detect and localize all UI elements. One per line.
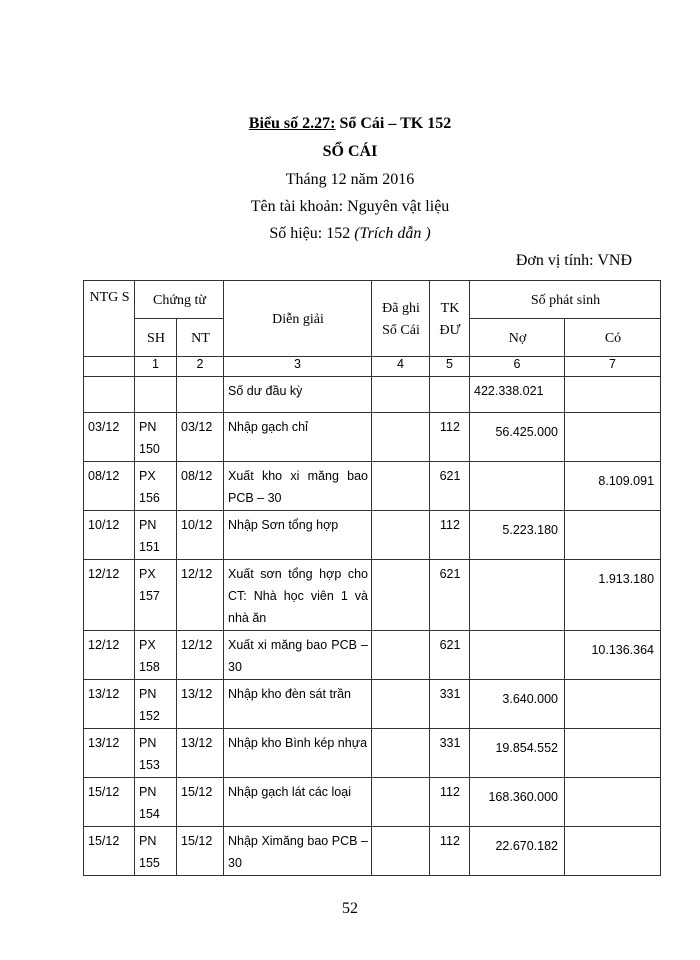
row-date: 13/12 [84,729,135,778]
row-sh: PN 150 [135,413,177,462]
opening-balance-debit: 422.338.021 [470,377,565,413]
row-date: 15/12 [84,827,135,876]
row-tk: 621 [430,560,470,631]
row-posted [372,462,430,511]
period: Tháng 12 năm 2016 [285,171,415,188]
row-description: Nhập kho Bình kép nhựa [224,729,372,778]
row-posted [372,413,430,462]
row-date: 10/12 [84,511,135,560]
row-nt: 10/12 [177,511,224,560]
row-date: 13/12 [84,680,135,729]
row-nt: 12/12 [177,560,224,631]
ledger-table [83,280,661,876]
row-description: Nhập Sơn tổng hợp [224,511,372,560]
row-tk: 331 [430,729,470,778]
col-number: 1 [135,357,177,377]
header-voucher: Chứng từ [135,281,224,319]
row-description: Nhập gạch lát các loại [224,778,372,827]
col-number [84,357,135,377]
row-sh: PX 156 [135,462,177,511]
row-posted [372,680,430,729]
header-nt: NT [177,319,224,357]
row-description: Xuất xi măng bao PCB – 30 [224,631,372,680]
row-date: 03/12 [84,413,135,462]
col-number: 7 [565,357,661,377]
row-posted [372,560,430,631]
table-row [84,413,661,462]
row-nt: 08/12 [177,462,224,511]
table-row [84,560,661,631]
row-debit: 5.223.180 [470,511,565,560]
row-credit [565,511,661,560]
row-description: Nhập kho đèn sát trần [224,680,372,729]
table-row [84,827,661,876]
row-posted [372,827,430,876]
account-number-line [0,225,700,243]
row-credit [565,680,661,729]
row-debit: 56.425.000 [470,413,565,462]
col-number: 4 [372,357,430,377]
excerpt-note: (Trích dẫn ) [354,225,431,242]
col-number: 6 [470,357,565,377]
row-description: Nhập Ximăng bao PCB – 30 [224,827,372,876]
row-nt: 15/12 [177,778,224,827]
header-amount: Số phát sinh [470,281,661,319]
opening-balance-label: Số dư đầu kỳ [224,377,372,413]
header-description: Diễn giải [224,281,372,357]
table-row [84,680,661,729]
col-number: 5 [430,357,470,377]
row-posted [372,778,430,827]
row-credit: 8.109.091 [565,462,661,511]
table-row [84,462,661,511]
row-tk: 331 [430,680,470,729]
form-label: Biểu số 2.27: [248,115,336,132]
header-posted: Đã ghi Sổ Cái [372,281,430,357]
row-debit: 19.854.552 [470,729,565,778]
row-credit: 1.913.180 [565,560,661,631]
row-sh: PX 158 [135,631,177,680]
row-sh: PN 152 [135,680,177,729]
row-date: 15/12 [84,778,135,827]
row-credit: 10.136.364 [565,631,661,680]
row-date: 12/12 [84,631,135,680]
row-tk: 112 [430,778,470,827]
table-row [84,631,661,680]
row-debit: 3.640.000 [470,680,565,729]
page-number: 52 [342,900,358,917]
row-nt: 03/12 [177,413,224,462]
row-credit [565,729,661,778]
row-date: 08/12 [84,462,135,511]
table-row [84,511,661,560]
account-name: Tên tài khoản: Nguyên vật liệu [250,198,450,215]
row-description: Xuất kho xi măng bao PCB – 30 [224,462,372,511]
opening-balance-row [84,377,661,413]
row-debit [470,560,565,631]
row-sh: PN 154 [135,778,177,827]
row-nt: 12/12 [177,631,224,680]
row-debit [470,462,565,511]
row-posted [372,511,430,560]
row-debit: 22.670.182 [470,827,565,876]
row-nt: 13/12 [177,729,224,778]
row-tk: 112 [430,413,470,462]
row-nt: 13/12 [177,680,224,729]
row-date: 12/12 [84,560,135,631]
row-credit [565,827,661,876]
row-sh: PN 153 [135,729,177,778]
header-tk: TK ĐƯ [430,281,470,357]
table-row [84,729,661,778]
row-tk: 621 [430,462,470,511]
row-tk: 621 [430,631,470,680]
col-number: 3 [224,357,372,377]
row-nt: 15/12 [177,827,224,876]
row-description: Xuất sơn tổng hợp cho CT: Nhà học viên 1 và nhà ăn [224,560,372,631]
header-sh: SH [135,319,177,357]
row-posted [372,631,430,680]
form-title-rest: Sổ Cái – TK 152 [335,115,452,132]
row-tk: 112 [430,827,470,876]
header-ntgs: NTG S [84,281,135,357]
row-credit [565,413,661,462]
row-tk: 112 [430,511,470,560]
table-row [84,778,661,827]
row-posted [372,729,430,778]
currency-unit: Đơn vị tính: VNĐ [515,252,632,269]
row-debit [470,631,565,680]
account-number: Số hiệu: 152 [269,225,351,242]
book-title: SỔ CÁI [322,143,378,160]
row-debit: 168.360.000 [470,778,565,827]
row-sh: PN 151 [135,511,177,560]
ledger-rows [84,413,661,876]
header-debit: Nợ [470,319,565,357]
row-sh: PX 157 [135,560,177,631]
header-credit: Có [565,319,661,357]
row-description: Nhập gạch chỉ [224,413,372,462]
form-title [0,115,700,133]
row-sh: PN 155 [135,827,177,876]
row-credit [565,778,661,827]
col-number: 2 [177,357,224,377]
